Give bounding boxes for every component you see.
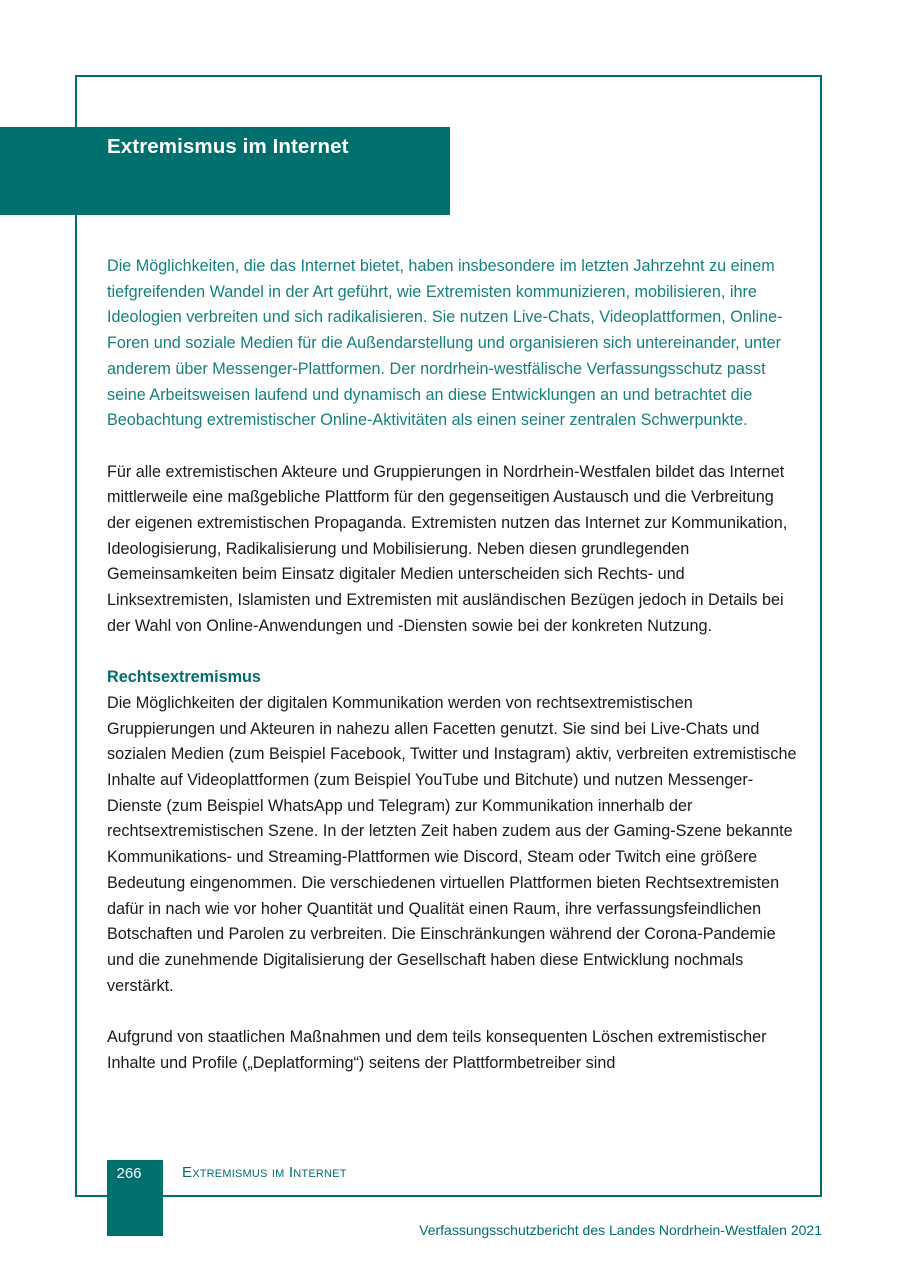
section-paragraph-2: Aufgrund von staatlichen Maßnahmen und dem teils konsequenten Löschen extremistischer Inhalte und Profile („Deplatforming“) seitens der Plattformbetreiber sind: [107, 1028, 767, 1072]
publication-footer: Verfassungsschutzbericht des Landes Nordrhein-Westfalen 2021: [419, 1222, 822, 1238]
page-number: 266: [116, 1165, 142, 1182]
lead-paragraph: Die Möglichkeiten, die das Internet bietet, haben insbesondere im letzten Jahrzehnt zu einem tiefgreifenden Wandel in der Art geführt, wie Extremisten kommunizieren, mobilisieren, ihre Ideologien verbreiten und sich radikalisieren. Sie nutzen Live-Chats, Videoplattformen, Online-Foren und soziale Medien für die Außendarstellung und organisieren sich untereinander, unter anderem über Messenger-Plattformen. Der nordrhein-westfälische Verfassungsschutz passt seine Arbeitsweisen laufend und dynamisch an diese Entwicklungen an und betrachtet die Beobachtung extremistischer Online-Aktivitäten als einen seiner zentralen Schwerpunkte.: [107, 257, 783, 430]
page-number-box: [107, 1160, 163, 1236]
main-content: [107, 254, 797, 1076]
title-band: [0, 127, 450, 215]
page-title: Extremismus im Internet: [107, 135, 349, 158]
section-rechtsextremismus: [107, 665, 797, 1076]
running-head: Extremismus im Internet: [182, 1164, 347, 1181]
intro-paragraph: Für alle extremistischen Akteure und Gruppierungen in Nordrhein-Westfalen bildet das Internet mittlerweile eine maßgebliche Plattform für den gegenseitigen Austausch und die Verbreitung der eigenen extremistischen Propaganda. Extremisten nutzen das Internet zur Kommunikation, Ideologisierung, Radikalisierung und Mobilisierung. Neben diesen grundlegenden Gemeinsamkeiten beim Einsatz digitaler Medien unterscheiden sich Rechts- und Linksextremisten, Islamisten und Extremisten mit ausländischen Bezügen jedoch in Details bei der Wahl von Online-Anwendungen und -Diensten sowie bei der konkreten Nutzung.: [107, 462, 788, 635]
section-paragraph-1: Die Möglichkeiten der digitalen Kommunikation werden von rechtsextremistischen Gruppierungen und Akteuren in nahezu allen Facetten genutzt. Sie sind bei Live-Chats und sozialen Medien (zum Beispiel Facebook, Twitter und Instagram) aktiv, verbreiten extremistische Inhalte auf Videoplattformen (zum Beispiel YouTube und Bitchute) und nutzen Messenger-Dienste (zum Beispiel WhatsApp und Telegram) zur Kommunikation innerhalb der rechtsextremistischen Szene. In der letzten Zeit haben zudem aus der Gaming-Szene bekannte Kommunikations- und Streaming-Plattformen wie Discord, Steam oder Twitch eine größere Bedeutung eingenommen. Die verschiedenen virtuellen Plattformen bieten Rechtsextremisten dafür in nach wie vor hoher Quantität und Qualität einen Raum, ihre verfassungsfeindlichen Botschaften und Parolen zu verbreiten. Die Einschränkungen während der Corona-Pandemie und die zunehmende Digitalisierung der Gesellschaft haben diese Entwicklung nochmals verstärkt.: [107, 693, 797, 995]
section-heading: Rechtsextremismus: [107, 668, 261, 687]
